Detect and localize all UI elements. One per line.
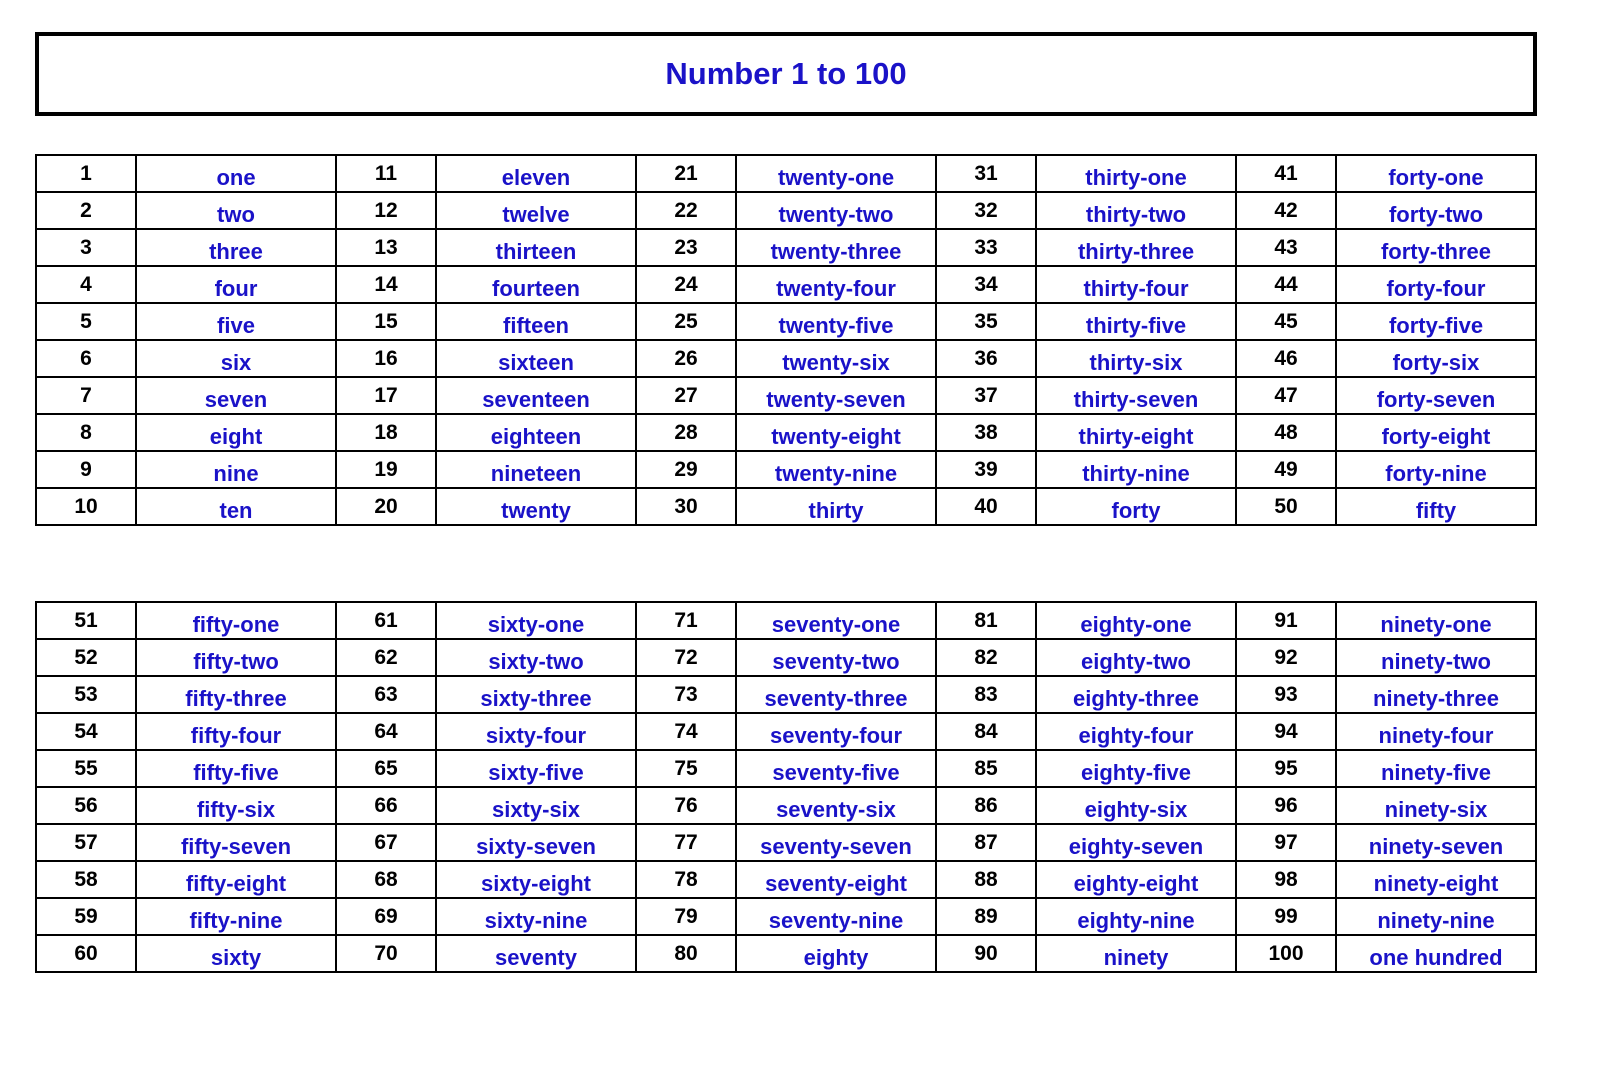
number-cell: 47 <box>1236 377 1336 414</box>
word-cell: eighty-eight <box>1036 861 1236 898</box>
word-cell: twenty-five <box>736 303 936 340</box>
table-row <box>36 787 1536 824</box>
word-cell: eighty-one <box>1036 602 1236 639</box>
word-cell: fourteen <box>436 266 636 303</box>
number-cell: 50 <box>1236 488 1336 525</box>
number-cell: 26 <box>636 340 736 377</box>
word-cell: fifteen <box>436 303 636 340</box>
word-cell: twelve <box>436 192 636 229</box>
word-cell: sixty-nine <box>436 898 636 935</box>
word-cell: ninety-three <box>1336 676 1536 713</box>
number-cell: 99 <box>1236 898 1336 935</box>
number-cell: 49 <box>1236 451 1336 488</box>
table-row <box>36 155 1536 192</box>
number-cell: 4 <box>36 266 136 303</box>
word-cell: sixty-five <box>436 750 636 787</box>
word-cell: eighty <box>736 935 936 972</box>
word-cell: sixteen <box>436 340 636 377</box>
word-cell: twenty-nine <box>736 451 936 488</box>
number-cell: 12 <box>336 192 436 229</box>
word-cell: four <box>136 266 336 303</box>
word-cell: six <box>136 340 336 377</box>
word-cell: ninety-four <box>1336 713 1536 750</box>
number-cell: 92 <box>1236 639 1336 676</box>
word-cell: twenty-six <box>736 340 936 377</box>
number-cell: 16 <box>336 340 436 377</box>
numbers-table-1-50 <box>35 154 1537 526</box>
table-row <box>36 676 1536 713</box>
number-cell: 82 <box>936 639 1036 676</box>
number-cell: 51 <box>36 602 136 639</box>
number-cell: 19 <box>336 451 436 488</box>
table-row <box>36 266 1536 303</box>
word-cell: eighteen <box>436 414 636 451</box>
numbers-table-51-100 <box>35 601 1537 973</box>
number-cell: 67 <box>336 824 436 861</box>
number-cell: 38 <box>936 414 1036 451</box>
number-cell: 96 <box>1236 787 1336 824</box>
number-cell: 72 <box>636 639 736 676</box>
word-cell: twenty-one <box>736 155 936 192</box>
number-cell: 6 <box>36 340 136 377</box>
number-cell: 52 <box>36 639 136 676</box>
word-cell: fifty-six <box>136 787 336 824</box>
word-cell: fifty-two <box>136 639 336 676</box>
word-cell: eighty-six <box>1036 787 1236 824</box>
word-cell: forty-eight <box>1336 414 1536 451</box>
number-cell: 59 <box>36 898 136 935</box>
word-cell: one hundred <box>1336 935 1536 972</box>
word-cell: ninety-eight <box>1336 861 1536 898</box>
number-cell: 100 <box>1236 935 1336 972</box>
number-cell: 78 <box>636 861 736 898</box>
word-cell: seven <box>136 377 336 414</box>
number-cell: 40 <box>936 488 1036 525</box>
word-cell: eighty-two <box>1036 639 1236 676</box>
title-box <box>35 32 1537 116</box>
number-cell: 57 <box>36 824 136 861</box>
word-cell: twenty-eight <box>736 414 936 451</box>
word-cell: seventy <box>436 935 636 972</box>
word-cell: two <box>136 192 336 229</box>
number-cell: 10 <box>36 488 136 525</box>
table-row <box>36 602 1536 639</box>
word-cell: seventy-one <box>736 602 936 639</box>
word-cell: seventy-five <box>736 750 936 787</box>
table-row <box>36 340 1536 377</box>
number-cell: 17 <box>336 377 436 414</box>
table-row <box>36 935 1536 972</box>
word-cell: ninety-six <box>1336 787 1536 824</box>
number-cell: 43 <box>1236 229 1336 266</box>
table-row <box>36 377 1536 414</box>
number-cell: 11 <box>336 155 436 192</box>
table-row <box>36 192 1536 229</box>
table-row <box>36 713 1536 750</box>
word-cell: twenty-seven <box>736 377 936 414</box>
word-cell: forty-nine <box>1336 451 1536 488</box>
word-cell: ninety-nine <box>1336 898 1536 935</box>
number-cell: 23 <box>636 229 736 266</box>
word-cell: fifty-five <box>136 750 336 787</box>
number-cell: 60 <box>36 935 136 972</box>
table-row <box>36 824 1536 861</box>
number-cell: 58 <box>36 861 136 898</box>
word-cell: sixty-three <box>436 676 636 713</box>
number-cell: 87 <box>936 824 1036 861</box>
number-cell: 7 <box>36 377 136 414</box>
number-cell: 76 <box>636 787 736 824</box>
number-cell: 29 <box>636 451 736 488</box>
word-cell: three <box>136 229 336 266</box>
number-cell: 62 <box>336 639 436 676</box>
word-cell: fifty <box>1336 488 1536 525</box>
number-cell: 95 <box>1236 750 1336 787</box>
number-cell: 14 <box>336 266 436 303</box>
number-cell: 69 <box>336 898 436 935</box>
number-cell: 89 <box>936 898 1036 935</box>
word-cell: thirty-seven <box>1036 377 1236 414</box>
word-cell: five <box>136 303 336 340</box>
word-cell: fifty-three <box>136 676 336 713</box>
number-cell: 35 <box>936 303 1036 340</box>
word-cell: ninety-one <box>1336 602 1536 639</box>
word-cell: eighty-seven <box>1036 824 1236 861</box>
number-cell: 37 <box>936 377 1036 414</box>
number-cell: 33 <box>936 229 1036 266</box>
number-cell: 48 <box>1236 414 1336 451</box>
number-cell: 44 <box>1236 266 1336 303</box>
number-cell: 1 <box>36 155 136 192</box>
word-cell: forty-seven <box>1336 377 1536 414</box>
number-cell: 28 <box>636 414 736 451</box>
number-cell: 68 <box>336 861 436 898</box>
number-cell: 65 <box>336 750 436 787</box>
word-cell: seventeen <box>436 377 636 414</box>
number-cell: 20 <box>336 488 436 525</box>
number-cell: 91 <box>1236 602 1336 639</box>
word-cell: twenty-two <box>736 192 936 229</box>
word-cell: thirty-four <box>1036 266 1236 303</box>
number-cell: 80 <box>636 935 736 972</box>
table-row <box>36 639 1536 676</box>
number-cell: 13 <box>336 229 436 266</box>
word-cell: sixty-four <box>436 713 636 750</box>
number-cell: 94 <box>1236 713 1336 750</box>
number-cell: 66 <box>336 787 436 824</box>
table-row <box>36 898 1536 935</box>
word-cell: one <box>136 155 336 192</box>
number-cell: 22 <box>636 192 736 229</box>
number-cell: 71 <box>636 602 736 639</box>
number-cell: 81 <box>936 602 1036 639</box>
table-row <box>36 861 1536 898</box>
table-row <box>36 451 1536 488</box>
number-cell: 27 <box>636 377 736 414</box>
word-cell: seventy-seven <box>736 824 936 861</box>
word-cell: forty-two <box>1336 192 1536 229</box>
number-cell: 98 <box>1236 861 1336 898</box>
word-cell: ten <box>136 488 336 525</box>
word-cell: eighty-four <box>1036 713 1236 750</box>
word-cell: fifty-nine <box>136 898 336 935</box>
number-cell: 30 <box>636 488 736 525</box>
word-cell: forty-four <box>1336 266 1536 303</box>
word-cell: fifty-four <box>136 713 336 750</box>
number-cell: 97 <box>1236 824 1336 861</box>
number-cell: 54 <box>36 713 136 750</box>
number-cell: 2 <box>36 192 136 229</box>
number-cell: 24 <box>636 266 736 303</box>
number-cell: 77 <box>636 824 736 861</box>
number-cell: 42 <box>1236 192 1336 229</box>
word-cell: seventy-eight <box>736 861 936 898</box>
word-cell: forty <box>1036 488 1236 525</box>
number-cell: 3 <box>36 229 136 266</box>
number-cell: 45 <box>1236 303 1336 340</box>
word-cell: thirty-two <box>1036 192 1236 229</box>
word-cell: sixty <box>136 935 336 972</box>
word-cell: nineteen <box>436 451 636 488</box>
word-cell: eighty-five <box>1036 750 1236 787</box>
word-cell: thirty-one <box>1036 155 1236 192</box>
table-row <box>36 750 1536 787</box>
word-cell: eighty-three <box>1036 676 1236 713</box>
word-cell: thirty-eight <box>1036 414 1236 451</box>
number-cell: 8 <box>36 414 136 451</box>
number-cell: 15 <box>336 303 436 340</box>
word-cell: twenty <box>436 488 636 525</box>
number-cell: 39 <box>936 451 1036 488</box>
number-cell: 73 <box>636 676 736 713</box>
word-cell: thirty-six <box>1036 340 1236 377</box>
word-cell: twenty-three <box>736 229 936 266</box>
number-cell: 86 <box>936 787 1036 824</box>
word-cell: sixty-six <box>436 787 636 824</box>
word-cell: eighty-nine <box>1036 898 1236 935</box>
word-cell: fifty-one <box>136 602 336 639</box>
number-cell: 41 <box>1236 155 1336 192</box>
word-cell: thirty-three <box>1036 229 1236 266</box>
word-cell: forty-one <box>1336 155 1536 192</box>
page-title: Number 1 to 100 <box>665 56 907 91</box>
number-cell: 83 <box>936 676 1036 713</box>
table-row <box>36 303 1536 340</box>
word-cell: seventy-two <box>736 639 936 676</box>
word-cell: forty-six <box>1336 340 1536 377</box>
number-cell: 93 <box>1236 676 1336 713</box>
word-cell: sixty-seven <box>436 824 636 861</box>
number-cell: 55 <box>36 750 136 787</box>
word-cell: forty-three <box>1336 229 1536 266</box>
word-cell: ninety <box>1036 935 1236 972</box>
number-cell: 61 <box>336 602 436 639</box>
word-cell: seventy-nine <box>736 898 936 935</box>
number-cell: 21 <box>636 155 736 192</box>
number-cell: 85 <box>936 750 1036 787</box>
number-cell: 79 <box>636 898 736 935</box>
number-cell: 53 <box>36 676 136 713</box>
number-cell: 9 <box>36 451 136 488</box>
word-cell: fifty-eight <box>136 861 336 898</box>
word-cell: eight <box>136 414 336 451</box>
number-cell: 90 <box>936 935 1036 972</box>
word-cell: thirty-nine <box>1036 451 1236 488</box>
word-cell: seventy-four <box>736 713 936 750</box>
table-row <box>36 414 1536 451</box>
word-cell: thirty <box>736 488 936 525</box>
word-cell: sixty-two <box>436 639 636 676</box>
number-cell: 46 <box>1236 340 1336 377</box>
word-cell: eleven <box>436 155 636 192</box>
number-cell: 74 <box>636 713 736 750</box>
table-row <box>36 488 1536 525</box>
number-cell: 34 <box>936 266 1036 303</box>
table-row <box>36 229 1536 266</box>
number-cell: 75 <box>636 750 736 787</box>
number-cell: 70 <box>336 935 436 972</box>
number-cell: 25 <box>636 303 736 340</box>
word-cell: forty-five <box>1336 303 1536 340</box>
number-cell: 31 <box>936 155 1036 192</box>
word-cell: fifty-seven <box>136 824 336 861</box>
number-cell: 18 <box>336 414 436 451</box>
number-cell: 36 <box>936 340 1036 377</box>
word-cell: seventy-three <box>736 676 936 713</box>
number-cell: 63 <box>336 676 436 713</box>
word-cell: ninety-two <box>1336 639 1536 676</box>
word-cell: seventy-six <box>736 787 936 824</box>
word-cell: sixty-one <box>436 602 636 639</box>
number-cell: 32 <box>936 192 1036 229</box>
word-cell: twenty-four <box>736 266 936 303</box>
word-cell: sixty-eight <box>436 861 636 898</box>
number-cell: 64 <box>336 713 436 750</box>
number-cell: 56 <box>36 787 136 824</box>
number-cell: 5 <box>36 303 136 340</box>
word-cell: thirteen <box>436 229 636 266</box>
word-cell: ninety-seven <box>1336 824 1536 861</box>
word-cell: thirty-five <box>1036 303 1236 340</box>
word-cell: nine <box>136 451 336 488</box>
number-cell: 84 <box>936 713 1036 750</box>
word-cell: ninety-five <box>1336 750 1536 787</box>
number-cell: 88 <box>936 861 1036 898</box>
